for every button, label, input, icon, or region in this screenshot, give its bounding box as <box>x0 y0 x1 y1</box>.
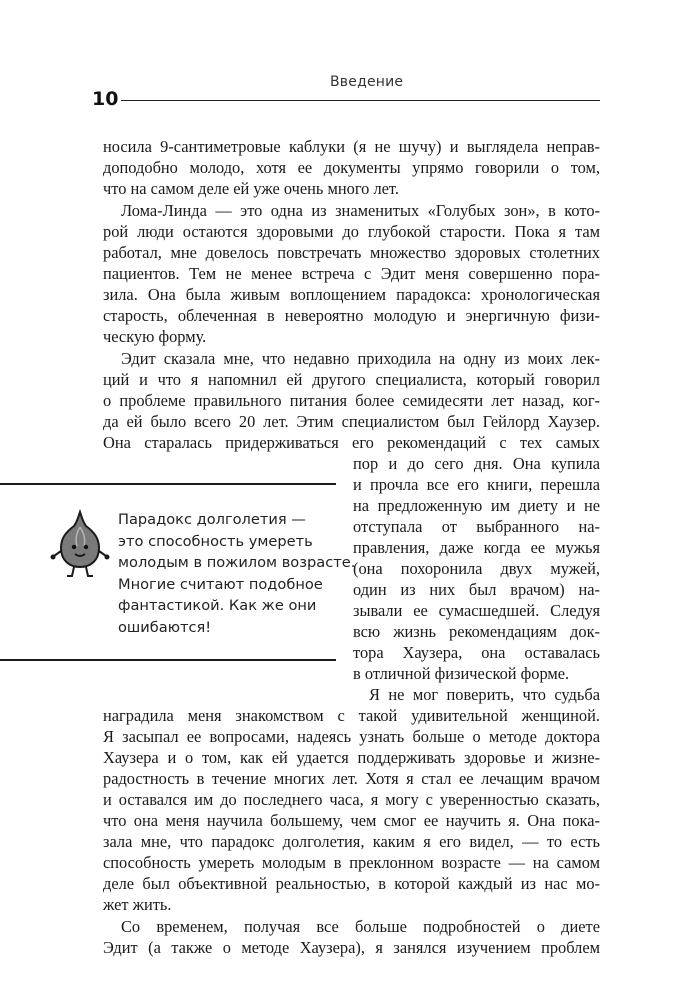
text-line: всю жизнь рекомендациям док- <box>353 622 600 641</box>
text-line: один из них был врачом) на- <box>353 580 600 599</box>
text-line: отступала от выбранного на- <box>353 517 600 536</box>
sidebar-top-rule <box>0 483 336 485</box>
text-line: Эдит (а также о методе Хаузера), я занялся изучением проблем <box>103 938 600 957</box>
page-number: 10 <box>92 88 119 110</box>
text-line: ций и что я напомнил ей другого специалиста, который говорил <box>103 370 600 389</box>
text-line: Я не мог поверить, что судьба <box>369 685 600 704</box>
text-line: и оставался им до последнего часа, я могу с уверенностью сказать, <box>103 790 600 809</box>
text-line: в отличной физической форме. <box>353 664 570 683</box>
text-line: пор и до сего дня. Она купила <box>353 454 600 473</box>
text-line: что на самом деле ей уже очень много лет. <box>103 179 399 198</box>
sidebar-line: фантастикой. Как же они <box>118 597 317 614</box>
sidebar-line: Парадокс долголетия — <box>118 511 306 528</box>
text-line: доподобно молодо, хотя ее документы упрямо говорили о том, <box>103 158 600 177</box>
text-line: пациентов. Тем не менее встреча с Эдит меня совершенно пора- <box>103 264 600 283</box>
sidebar-line: ошибаются! <box>118 618 212 636</box>
sidebar-line: это способность умереть <box>118 532 313 550</box>
text-line: способность умереть молодым в преклонном возрасте — на самом <box>103 853 600 872</box>
text-line: деле был объективной реальностью, в которой каждый из нас мо- <box>103 874 600 893</box>
sidebar-bottom-rule <box>0 659 336 661</box>
text-line: Я засыпал ее вопросами, надеясь узнать больше о методе доктора <box>103 727 600 746</box>
text-line: Со временем, получая все больше подробностей о диете <box>121 917 600 936</box>
text-line: (она похоронила двух мужей, <box>353 559 600 578</box>
text-line: и прочла все его книги, перешла <box>353 475 600 494</box>
text-line: Лома-Линда — это одна из знаменитых «Голубых зон», в кото- <box>121 201 600 220</box>
text-line: носила 9-сантиметровые каблуки (я не шучу) и выглядела неправ- <box>103 137 600 156</box>
text-line: что она меня научила большему, чем смог ее научить я. Она пока- <box>103 811 600 830</box>
text-line: зала мне, что парадокс долголетия, каким я его видел, — то есть <box>103 832 600 851</box>
text-line: Она старалась придерживаться его рекомендаций с тех самых <box>103 433 600 452</box>
text-line: жет жить. <box>103 895 172 914</box>
text-line: Эдит сказала мне, что недавно приходила на одну из моих лек- <box>121 349 600 368</box>
text-line: ческую форму. <box>103 327 207 346</box>
text-line: наградила меня знакомством с такой удивительной женщиной. <box>103 706 600 725</box>
text-line: тора Хаузера, она оставалась <box>353 643 600 662</box>
sidebar-quote <box>118 509 356 638</box>
text-line: старость, облеченная в невероятно молодую и энергичную физи- <box>103 306 600 325</box>
text-line: Хаузера и о том, как ей удается поддерживать здоровье и жизне- <box>103 748 600 767</box>
header-rule <box>121 100 600 101</box>
text-line: рой люди остаются здоровыми до глубокой старости. Пока я там <box>103 222 600 241</box>
text-line: зывали ее сумасшедшей. Следуя <box>353 601 600 620</box>
sidebar-line: молодым в пожилом возрасте. <box>118 554 356 571</box>
text-line: радостность в течение многих лет. Хотя я стал ее лечащим врачом <box>103 769 600 788</box>
text-line: правления, даже когда ее мужья <box>353 538 600 557</box>
text-line: зила. Она была живым воплощением парадокса: хронологическая <box>103 285 600 304</box>
sidebar-line: Многие считают подобное <box>118 575 323 593</box>
text-line: да ей было всего 20 лет. Этим специалистом был Гейлорд Хаузер. <box>103 412 600 431</box>
text-line: работал, мне довелось повстречать множество здоровых столетних <box>103 243 600 262</box>
text-line: на предложенную им диету и не <box>353 496 600 515</box>
text-line: о проблеме правильного питания более семидесяти лет назад, ког- <box>103 391 600 410</box>
section-title: Введение <box>330 74 404 90</box>
fig-mascot-icon <box>44 506 116 582</box>
